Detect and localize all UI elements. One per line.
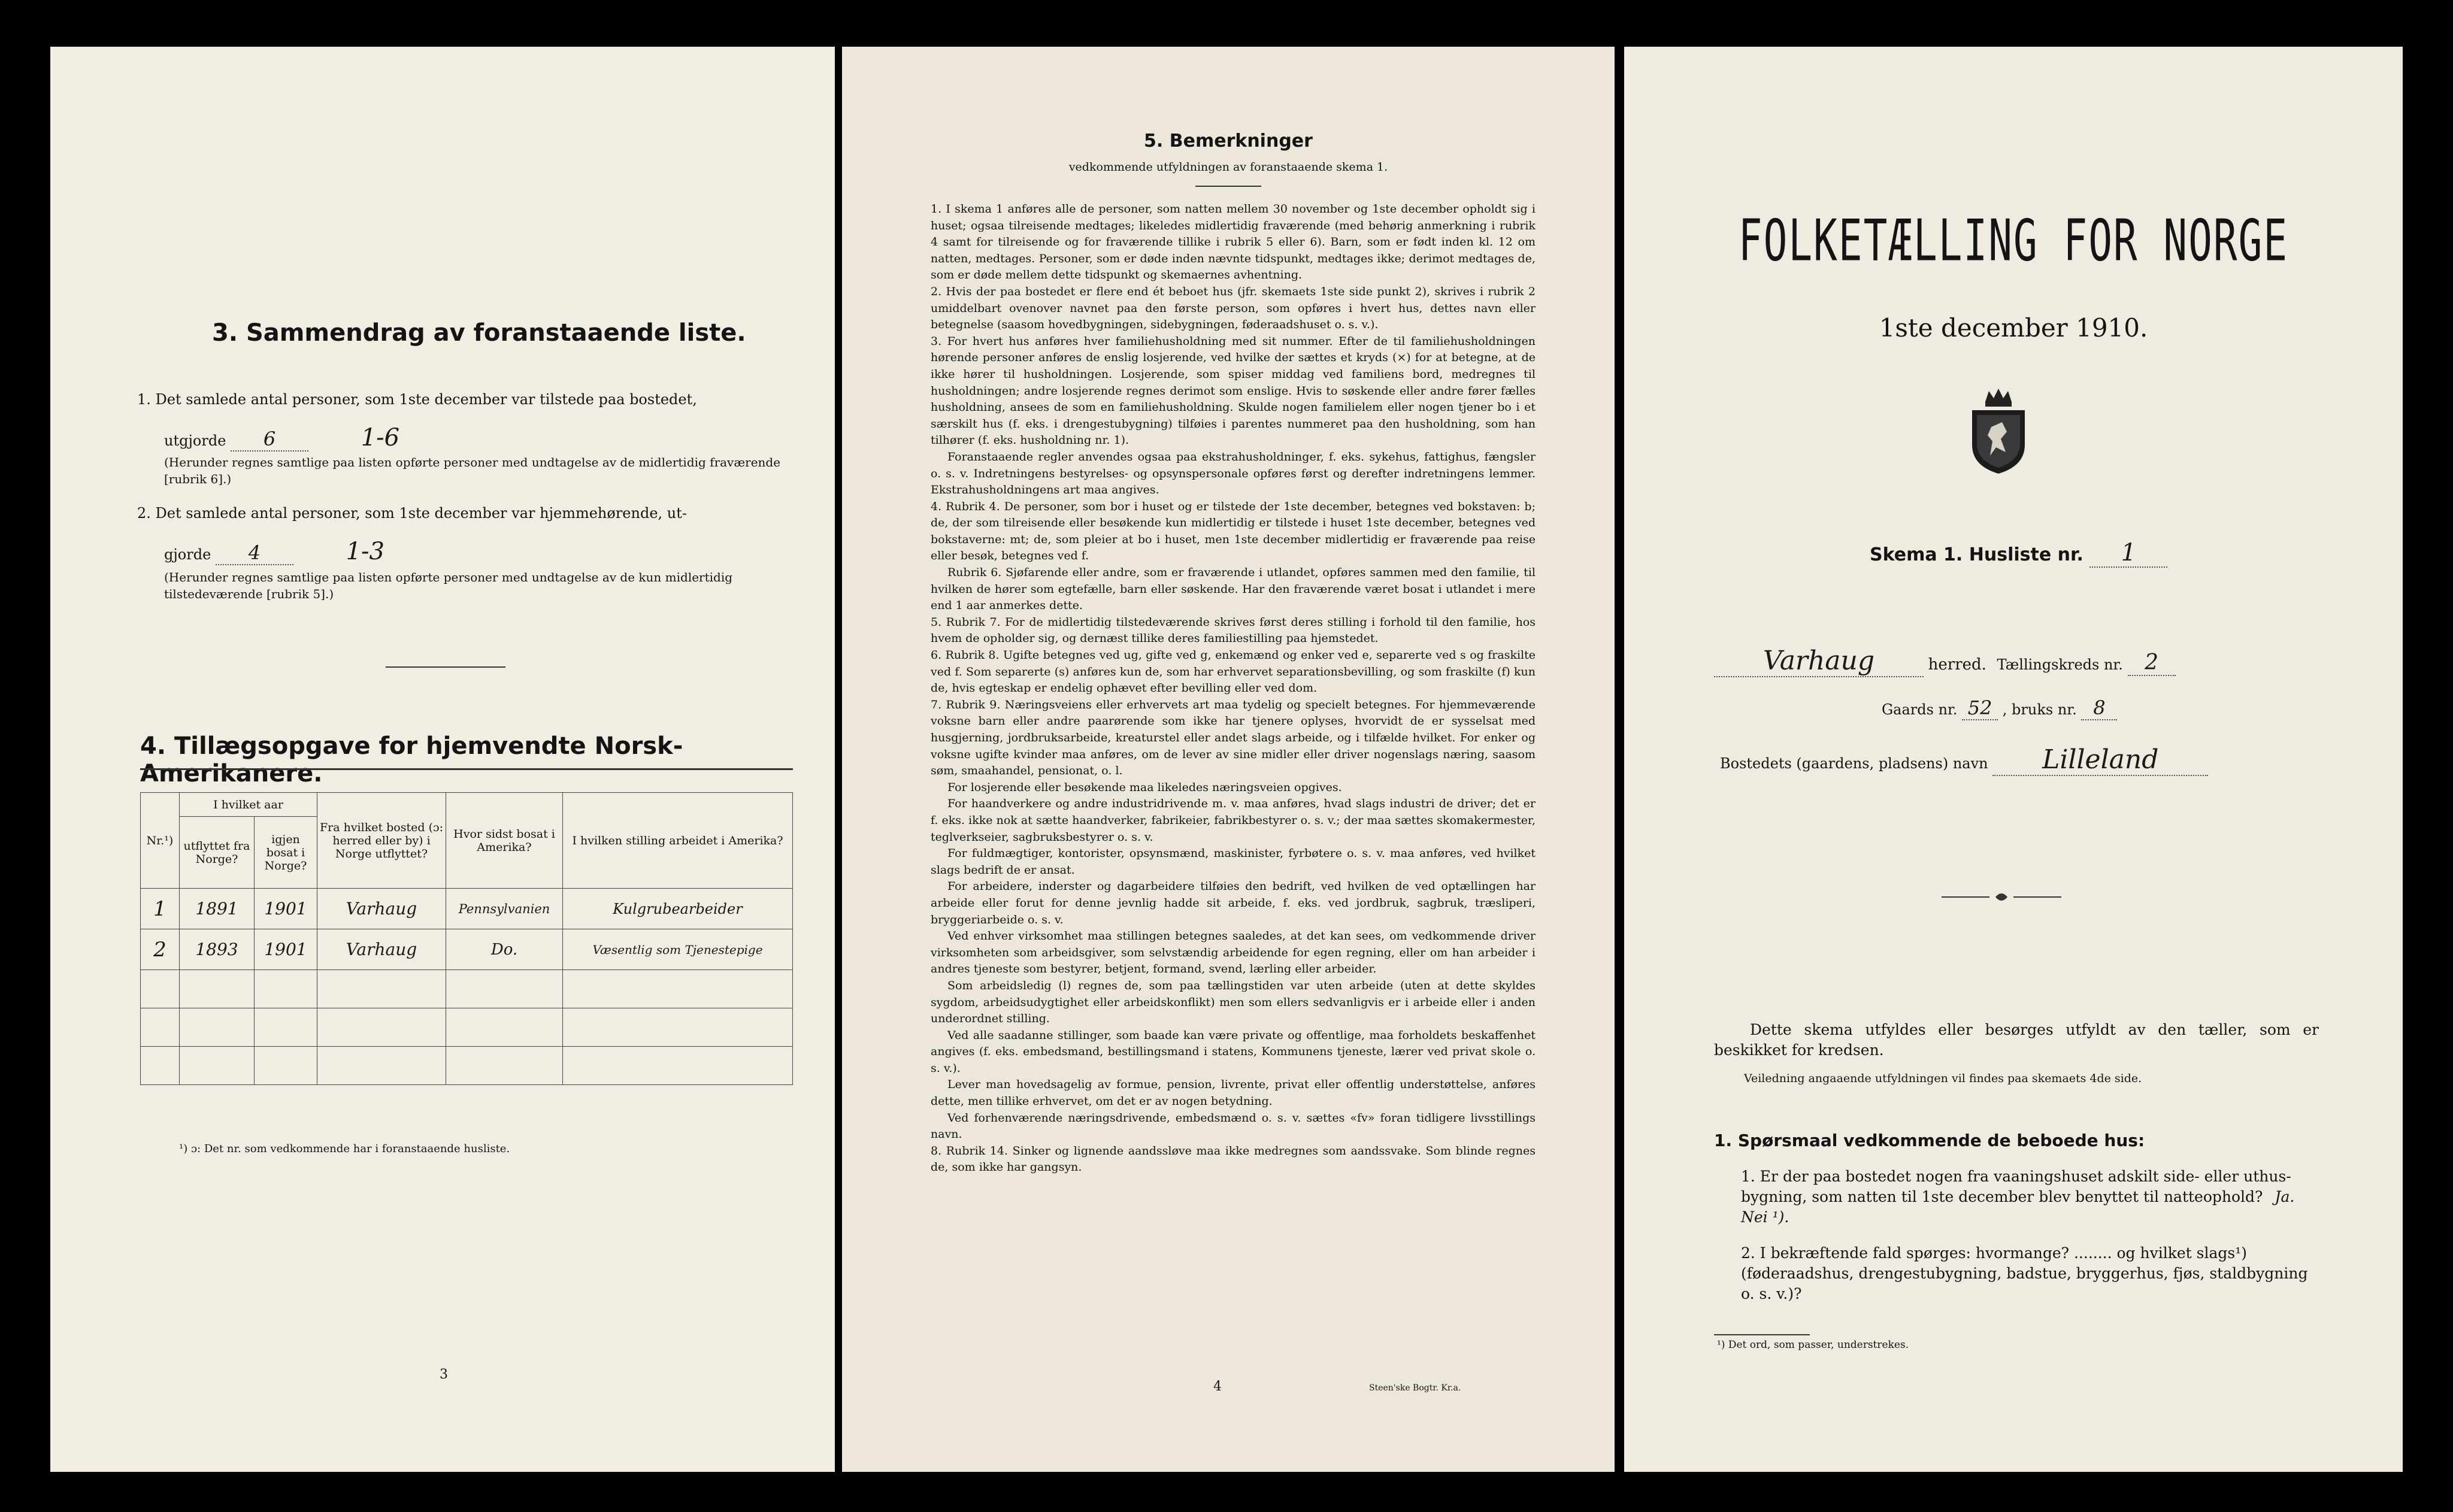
remarks-heading: 5. Bemerkninger — [1144, 131, 1313, 151]
guide-text: Veiledning angaaende utfyldningen vil findes paa skemaets 4de side. — [1744, 1072, 2142, 1085]
schema-label: Skema 1. Husliste nr. — [1870, 544, 2083, 565]
divider — [1195, 186, 1261, 187]
remark-paragraph: Ved enhver virksomhet maa stillingen betegnes saaledes, at det kan sees, om vedkommende driver virksomheten som arbeidsgiver, som selvstændig arbeidende for egen regning, eller om han arbeider i andres tjeneste som bestyrer, betjent, formand, svend, lærling eller arbeider. — [931, 929, 1536, 976]
herred-line — [1714, 646, 2361, 677]
cover-page — [1624, 47, 2403, 1472]
remark-paragraph: Ved alle saadanne stillinger, som baade kan være private og offentlige, maa forholdets beskaffenhet angives (f. eks. embedsmand, bestillingsmand i statens, Kommunens tjeneste, lærer ved privat skole o. s. v.). — [931, 1028, 1536, 1075]
remark-paragraph: Lever man hovedsagelig av formue, pension, livrente, privat eller offentlig understøttelse, anføres dette, men tillike erhvervet, om det er av nogen betydning. — [931, 1078, 1536, 1108]
table-row-empty — [141, 1047, 793, 1085]
summary-item-2-note: (Herunder regnes samtlige paa listen opførte personer med undtagelse av de kun midlertidig tilstedeværende [rubrik 5].) — [164, 570, 733, 601]
bruks-label: , bruks nr. — [2002, 701, 2077, 718]
remark-paragraph: Som arbeidsledig (l) regnes de, som paa tællingstiden var uten arbeide (uten at dette skyldes sygdom, arbeidsudygtighet eller arbeidskonflikt) men som ellers sedvanligvis er i arbeide eller i anden underordnet stilling. — [931, 978, 1536, 1026]
handwritten-count-2: 4 — [216, 541, 293, 565]
remark-paragraph: Rubrik 6. Sjøfarende eller andre, som er fraværende i utlandet, opføres sammen med den familie, til hvilken de hører som egtefælle, barn eller søskende. Har den fraværende været bosat i utlandet i mere end 1 aar anmerkes dette. — [931, 566, 1536, 613]
summary-item-1: 1. Det samlede antal personer, som 1ste december var tilstede paa bostedet, — [137, 391, 697, 408]
divider — [386, 666, 505, 668]
summary-item-1-label — [164, 424, 399, 452]
census-date: 1ste december 1910. — [1879, 313, 2148, 343]
divider — [1714, 1334, 1810, 1335]
herred-value: Varhaug — [1714, 646, 1924, 677]
schema-line — [1870, 539, 2167, 568]
question-1 — [1741, 1166, 2316, 1228]
remark-paragraph: For arbeidere, inderster og dagarbeidere tilføies den bedrift, ved hvilken de ved optællingen har arbeide eller forut for denne jevnlig hadde sit arbeide, f. eks. ved jordbruk, sagbruk, træsliperi, bryggeriarbeide o. s. v. — [931, 880, 1536, 926]
page-4 — [842, 47, 1615, 1472]
page-number: 4 — [1213, 1379, 1222, 1394]
remarks-subheading: vedkommende utfyldningen av foranstaaende skema 1. — [1068, 160, 1388, 174]
kreds-label: Tællingskreds nr. — [1997, 656, 2123, 673]
cell-america: Do. — [446, 929, 563, 970]
label-utgjorde: utgjorde — [164, 432, 226, 449]
remark-paragraph: 3. For hvert hus anføres hver familiehusholdning med sit nummer. Efter de til familiehusholdningen hørende personer anføres de enslig losjerende, ved hvilke der sættes et kryds (×) for at betegne, at de ikke hører til husholdningen. Losjerende, som spiser middag ved familiens bord, medregnes til husholdningen; andre losjerende regnes derimot som enslige. Hvis to søskende eller andre fører fælles husholdning, ansees de som en familiehusholdning. Skulde nogen familielem eller nogen tjener bo i et særskilt hus (f. eks. i drengestubygning) tilføies i parentes nummeret paa den husholdning, som han tilhører (f. eks. husholdning nr. 1). — [931, 334, 1536, 447]
table-row — [141, 889, 793, 929]
question-2: 2. I bekræftende fald spørges: hvormange? ........ og hvilket slags¹) (føderaadshus, drengestubygning, badstue, bryggerhus, fjøs, staldbygning o. s. v.)? — [1741, 1244, 2308, 1302]
cell-nr: 1 — [141, 889, 180, 929]
remark-paragraph: For haandverkere og andre industridrivende m. v. maa anføres, hvad slags industri de driver; det er f. eks. ikke nok at sætte haandverker, fabrikeier, fabrikbestyrer o. s. v.; der maa sættes skomakermester, teglverkseier, sagbruksbestyrer o. s. v. — [931, 797, 1536, 844]
remark-paragraph: 5. Rubrik 7. For de midlertidig tilstedeværende skrives først deres stilling i forhold til den familie, hos hvem de opholder sig, og dernæst tillike deres familiestilling paa hjemstedet. — [931, 615, 1536, 646]
remark-paragraph: For fuldmægtiger, kontorister, opsynsmænd, maskinister, fyrbøtere o. s. v. maa anføres, ved hvilket slags bedrift de er ansat. — [931, 847, 1536, 877]
remark-paragraph: 4. Rubrik 4. De personer, som bor i huset og er tilstede der 1ste december, betegnes ved bokstaven: b; de, der som tilreisende eller besøkende kun midlertidig er tilstede i huset 1ste december, betegnes ved bokstaverne: mt; de, som pleier at bo i huset, men 1ste december midlertidig er fraværende paa reise eller besøk, betegnes ved f. — [931, 499, 1536, 563]
table-row — [141, 929, 793, 970]
col-position: I hvilken stilling arbeidet i Amerika? — [563, 793, 793, 889]
col-year-group: I hvilket aar — [180, 793, 317, 817]
col-from-where: Fra hvilket bosted (ɔ: herred eller by) i Norge utflyttet? — [317, 793, 446, 889]
remark-paragraph: 6. Rubrik 8. Ugifte betegnes ved ug, gifte ved g, enkemænd og enker ved e, separerte ved s og fraskilte ved f. Som separerte (s) anføres kun de, som har erhvervet separationsbevilling, og som fraskilte (f) kun de, hvis egteskap er endelig ophævet efter bevilling eller ved dom. — [931, 649, 1536, 695]
remark-paragraph: 2. Hvis der paa bostedet er flere end ét beboet hus (jfr. skemaets 1ste side punkt 2), skrives i rubrik 2 umiddelbart ovenover navnet paa den første person, som opføres i hvert hus, dettes navn eller betegnelse (saasom hovedbygningen, sidebygningen, føderaadshuset o. s. v.). — [931, 284, 1536, 332]
remark-paragraph: 7. Rubrik 9. Næringsveiens eller erhvervets art maa tydelig og specielt betegnes. For hjemmeværende voksne barn eller andre paarørende som ikke har tjenere oplyses, hvorvidt de er sysselsat med husgjerning, jordbruksarbeide, kreaturstel eller andet slags arbeide, og i tilfælde hvilket. For enker og voksne ugifte kvinder maa anføres, om de lever av sine midler eller driver nogenslags næring, saasom søm, smaahandel, pensionat, o. l. — [931, 698, 1536, 778]
gaards-label: Gaards nr. — [1882, 701, 1958, 718]
summary-item-2: 2. Det samlede antal personer, som 1ste december var hjemmehørende, ut- — [137, 505, 687, 522]
table-row-empty — [141, 1008, 793, 1047]
remark-paragraph: 1. I skema 1 anføres alle de personer, som natten mellem 30 november og 1ste december opholdt sig i huset; ogsaa tilreisende medtages; likeledes midlertidig fraværende (med behørig anmerkning i rubrik 4 samt for tilreisende og for fraværende tillike i rubrik 5 eller 6). Barn, som er født inden kl. 12 om natten, medtages. Personer, som er døde inden nævnte tidspunkt, medtages ikke; derimot medtages de, som er døde mellem dette tidspunkt og skemaernes avhentning. — [931, 202, 1536, 282]
handwritten-range-2: 1-3 — [346, 538, 384, 565]
cell-from: Varhaug — [317, 889, 446, 929]
gaards-value: 52 — [1962, 696, 1998, 720]
question-1-text: 1. Er der paa bostedet nogen fra vaaningshuset adskilt side- eller uthus-bygning, som natten til 1ste december blev benyttet til natteophold? — [1741, 1168, 2291, 1205]
heading-underline — [140, 768, 793, 770]
herred-label: herred. — [1928, 656, 1986, 674]
col-emigrated: utflyttet fra Norge? — [180, 817, 255, 889]
coat-of-arms-icon — [1967, 385, 2030, 475]
cell-job: Væsentlig som Tjenestepige — [563, 929, 793, 970]
page-number: 3 — [440, 1367, 448, 1382]
ornament-icon — [1942, 890, 2061, 904]
bosted-value: Lilleland — [1992, 744, 2208, 776]
bosted-label: Bostedets (gaardens, pladsens) navn — [1720, 755, 1988, 772]
section-3-heading: 3. Sammendrag av foranstaaende liste. — [212, 319, 746, 347]
cell-from: Varhaug — [317, 929, 446, 970]
summary-item-1-note: (Herunder regnes samtlige paa listen opførte personer med undtagelse av de midlertidig fraværende [rubrik 6].) — [164, 455, 781, 486]
label-gjorde: gjorde — [164, 546, 211, 563]
cell-emigrated: 1893 — [180, 929, 255, 970]
bruks-value: 8 — [2081, 696, 2117, 720]
intro-text: Dette skema utfyldes eller besørges utfyldt av den tæller, som er beskikket for kredsen. — [1714, 1021, 2319, 1059]
cell-returned: 1901 — [255, 889, 317, 929]
cell-emigrated: 1891 — [180, 889, 255, 929]
census-title: FOLKETÆLLING FOR NORGE — [1738, 207, 2289, 274]
remark-paragraph: Foranstaaende regler anvendes ogsaa paa ekstrahusholdninger, f. eks. sykehus, fattighus, fængsler o. s. v. Indretningens bestyrelses- og opsynspersonale opføres først og derefter indretningens lemmer. Ekstrahusholdningens art maa angives. — [931, 450, 1536, 497]
printer-imprint: Steen'ske Bogtr. Kr.a. — [1369, 1383, 1461, 1393]
remark-paragraph: For losjerende eller besøkende maa likeledes næringsveien opgives. — [947, 780, 1342, 794]
questions-heading: 1. Spørsmaal vedkommende de beboede hus: — [1714, 1131, 2145, 1150]
kreds-value: 2 — [2128, 650, 2176, 676]
returned-emigrants-table — [140, 792, 793, 1085]
cell-america: Pennsylvanien — [446, 889, 563, 929]
col-nr: Nr.¹) — [141, 793, 180, 889]
remarks-body — [931, 201, 1536, 1176]
cell-returned: 1901 — [255, 929, 317, 970]
table-footnote: ¹) ɔ: Det nr. som vedkommende har i foranstaaende husliste. — [179, 1143, 510, 1155]
page-3 — [50, 47, 835, 1472]
col-where-last: Hvor sidst bosat i Amerika? — [446, 793, 563, 889]
handwritten-range-1: 1-6 — [361, 424, 400, 452]
cell-nr: 2 — [141, 929, 180, 970]
table-row-empty — [141, 970, 793, 1008]
gaards-line — [1882, 696, 2117, 720]
cover-footnote: ¹) Det ord, som passer, understrekes. — [1717, 1339, 1909, 1351]
cell-job: Kulgrubearbeider — [563, 889, 793, 929]
col-returned: igjen bosat i Norge? — [255, 817, 317, 889]
remark-paragraph: Ved forhenværende næringsdrivende, embedsmænd o. s. v. sættes «fv» foran tidligere livsstillings navn. — [931, 1111, 1536, 1141]
section-4-heading: 4. Tillægsopgave for hjemvendte Norsk-Amerikanere. — [140, 732, 683, 787]
question-1-answer: Ja. Nei ¹). — [1741, 1188, 2295, 1226]
bosted-line — [1720, 744, 2208, 776]
summary-item-2-label — [164, 538, 384, 565]
husliste-number: 1 — [2089, 539, 2167, 568]
handwritten-count-1: 6 — [231, 428, 308, 452]
remark-paragraph: 8. Rubrik 14. Sinker og lignende aandssløve maa ikke medregnes som aandssvake. Som blinde regnes de, som ikke har gangsyn. — [931, 1144, 1536, 1174]
